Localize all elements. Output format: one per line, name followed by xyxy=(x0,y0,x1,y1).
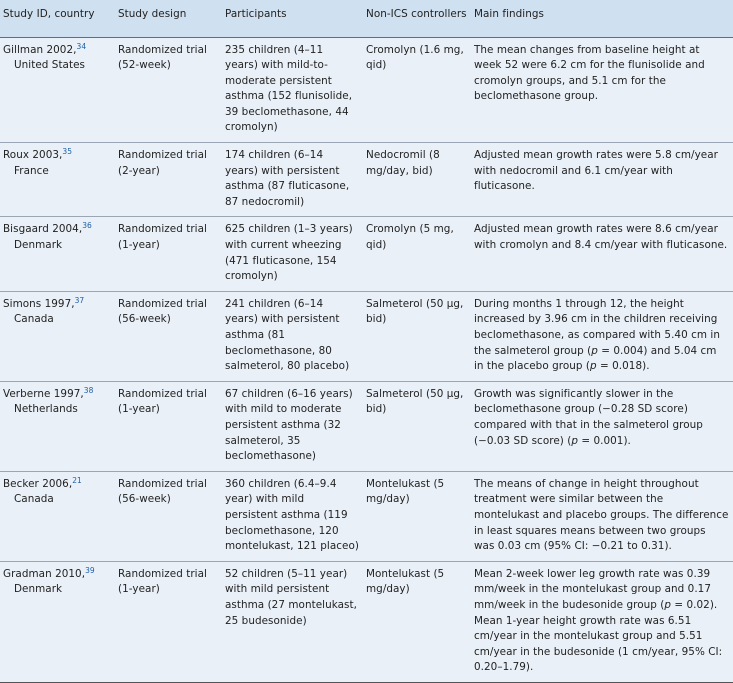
participants-cell: 241 children (6–14 years) with persistent asthma (81 beclomethasone, 80 salmeterol, 80 placebo) xyxy=(225,297,350,373)
main-findings-cell: Adjusted mean growth rates were 8.6 cm/year with cromolyn and 8.4 cm/year with fluticasone. xyxy=(474,223,728,252)
study-id-cell xyxy=(0,381,115,471)
study-id-cell xyxy=(0,37,115,143)
p-value-symbol: p xyxy=(589,360,597,373)
study-id-cell xyxy=(0,561,115,682)
study-country: United States xyxy=(14,59,86,72)
study-country: Denmark xyxy=(14,583,63,596)
reference-link[interactable]: 37 xyxy=(74,295,85,305)
findings-text: = 0.001). xyxy=(577,434,631,447)
header-study-id: Study ID, country xyxy=(3,8,95,20)
study-country: Canada xyxy=(14,493,54,506)
findings-text: Growth was significantly slower in the beclomethasone group (−0.28 SD score) compared with that in the salmeterol group (−0.03 SD score) ( xyxy=(474,387,703,447)
table-row xyxy=(0,143,733,217)
study-design-cell: Randomized trial (56-week) xyxy=(118,297,207,326)
study-name: Gillman 2002, xyxy=(3,43,77,56)
study-design-cell: Randomized trial (56-week) xyxy=(118,477,207,506)
p-value-symbol: p xyxy=(664,598,672,611)
header-participants: Participants xyxy=(225,8,287,20)
findings-text: = 0.004) and 5.04 cm in the placebo group ( xyxy=(474,344,717,373)
participants-cell: 67 children (6–16 years) with mild to moderate persistent asthma (32 salmeterol, 35 beclomethasone) xyxy=(225,387,353,463)
study-design-cell: Randomized trial (1-year) xyxy=(118,387,207,416)
study-id-cell xyxy=(0,291,115,381)
controllers-cell: Montelukast (5 mg/day) xyxy=(366,567,445,596)
study-id-cell xyxy=(0,143,115,217)
findings-text: During months 1 through 12, the height increased by 3.96 cm in the children receiving beclomethasone, as compared with 5.40 cm in the salmeterol group ( xyxy=(474,297,720,357)
study-id-cell xyxy=(0,471,115,561)
study-design-cell: Randomized trial (1-year) xyxy=(118,567,207,596)
p-value-symbol: p xyxy=(591,344,598,357)
controllers-cell: Salmeterol (50 μg, bid) xyxy=(366,387,464,416)
table-row xyxy=(0,471,733,561)
main-findings-cell xyxy=(471,561,733,682)
main-findings-cell xyxy=(471,381,733,471)
study-name: Bisgaard 2004, xyxy=(3,223,83,236)
header-study-design: Study design xyxy=(118,8,187,20)
findings-text: = 0.02). Mean 1-year height growth rate was 6.51 cm/year in the montelukast group and 5.51 cm/year in the budesonide (1 cm/year, 95% CI: 0.20–1.79). xyxy=(474,598,723,674)
main-findings-cell: Adjusted mean growth rates were 5.8 cm/year with nedocromil and 6.1 cm/year with fluticasone. xyxy=(474,149,718,193)
p-value-symbol: p xyxy=(571,434,578,447)
main-findings-cell: The mean changes from baseline height at week 52 were 6.2 cm for the flunisolide and cromolyn groups, and 5.1 cm for the beclomethasone group. xyxy=(474,43,705,103)
header-controllers: Non-ICS controllers xyxy=(366,8,467,20)
table-body xyxy=(0,37,733,682)
study-name: Gradman 2010, xyxy=(3,567,86,580)
study-name: Becker 2006, xyxy=(3,477,73,490)
table-header xyxy=(0,0,733,37)
table-row xyxy=(0,217,733,291)
participants-cell: 360 children (6.4–9.4 year) with mild persistent asthma (119 beclomethasone, 120 montelukast, 121 placeo) xyxy=(225,477,359,553)
table-row xyxy=(0,291,733,381)
reference-link[interactable]: 34 xyxy=(76,41,87,51)
controllers-cell: Nedocromil (8 mg/day, bid) xyxy=(366,149,440,177)
reference-link[interactable]: 38 xyxy=(83,385,94,395)
table-row xyxy=(0,37,733,143)
reference-link[interactable]: 36 xyxy=(82,221,92,231)
participants-cell: 52 children (5–11 year) with mild persistent asthma (27 montelukast, 25 budesonide) xyxy=(225,567,357,627)
controllers-cell: Salmeterol (50 μg, bid) xyxy=(366,297,464,326)
study-name: Verberne 1997, xyxy=(3,387,84,400)
reference-link[interactable]: 21 xyxy=(72,475,82,485)
reference-link[interactable]: 39 xyxy=(85,565,95,575)
study-design-cell: Randomized trial (2-year) xyxy=(118,149,207,177)
study-country: Denmark xyxy=(14,239,63,252)
participants-cell: 235 children (4–11 years) with mild-to-moderate persistent asthma (152 flunisolide, 39 beclomethasone, 44 cromolyn) xyxy=(225,43,353,134)
participants-cell: 625 children (1–3 years) with current wheezing (471 fluticasone, 154 cromolyn) xyxy=(225,223,353,283)
study-id-cell xyxy=(0,217,115,291)
table-row xyxy=(0,561,733,682)
controllers-cell: Cromolyn (1.6 mg, qid) xyxy=(366,43,464,72)
findings-text: = 0.018). xyxy=(596,360,650,373)
participants-cell: 174 children (6–14 years) with persistent asthma (87 fluticasone, 87 nedocromil) xyxy=(225,149,350,208)
header-main-findings: Main findings xyxy=(474,8,544,20)
reference-link[interactable]: 35 xyxy=(62,147,73,157)
study-name: Roux 2003, xyxy=(3,149,63,162)
study-country: Netherlands xyxy=(14,403,78,416)
study-name: Simons 1997, xyxy=(3,297,75,310)
table-row xyxy=(0,381,733,471)
study-country: Canada xyxy=(14,313,54,326)
findings-text: Mean 2-week lower leg growth rate was 0.39 mm/week in the montelukast group and 0.17 mm/week in the budesonide group ( xyxy=(474,567,711,611)
study-country: France xyxy=(14,164,49,177)
main-findings-cell xyxy=(471,291,733,381)
main-findings-cell: The means of change in height throughout treatment were similar between the montelukast and placebo groups. The difference in least squares means between two groups was 0.03 cm (95% CI: −0.21 to 0.31). xyxy=(474,477,729,553)
study-design-cell: Randomized trial (1-year) xyxy=(118,223,207,252)
controllers-cell: Montelukast (5 mg/day) xyxy=(366,477,445,506)
study-design-cell: Randomized trial (52-week) xyxy=(118,43,207,72)
controllers-cell: Cromolyn (5 mg, qid) xyxy=(366,223,454,252)
